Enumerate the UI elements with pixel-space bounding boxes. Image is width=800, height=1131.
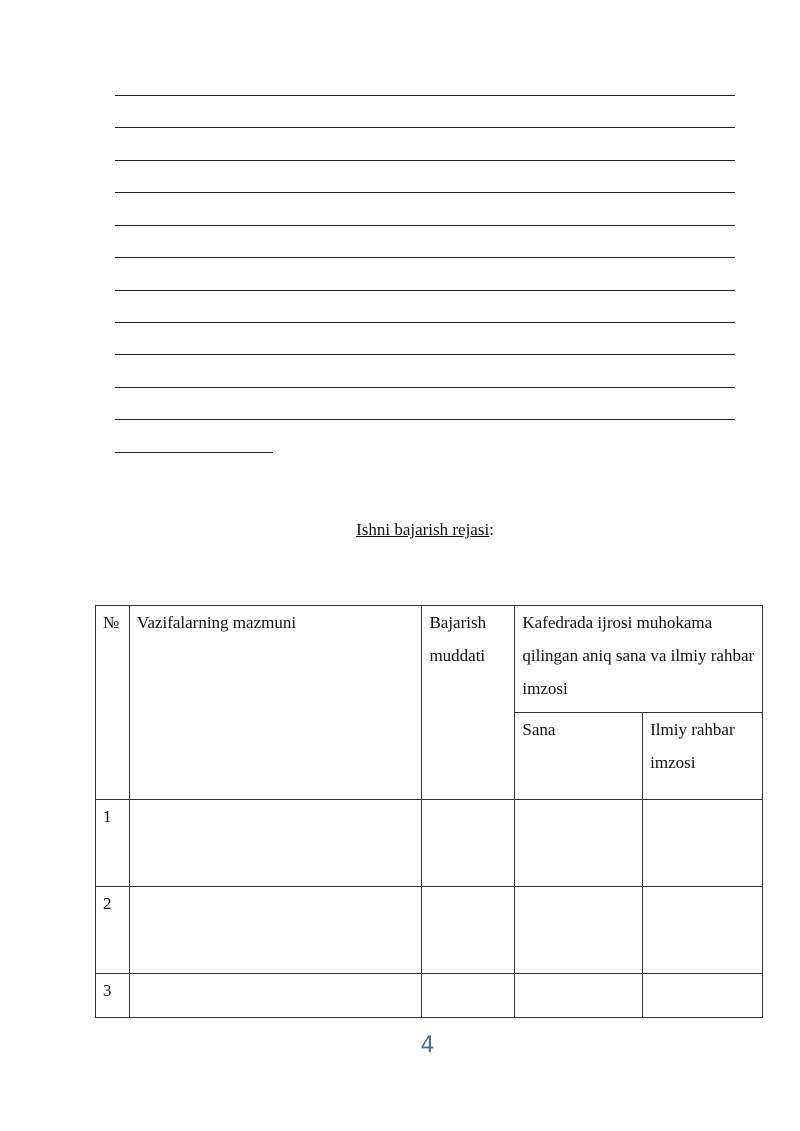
writing-line [115, 387, 735, 388]
writing-line [115, 127, 735, 128]
table-row [96, 887, 763, 974]
row-deadline-cell[interactable] [422, 887, 515, 974]
table-header-row [96, 606, 763, 713]
row-signature-cell[interactable] [643, 800, 763, 887]
header-number: № [96, 606, 130, 800]
header-task-content: Vazifalarning mazmuni [129, 606, 421, 800]
table-row [96, 974, 763, 1018]
writing-line [115, 322, 735, 323]
header-department-review: Kafedrada ijrosi muhokama qilingan aniq sana va ilmiy rahbar imzosi [515, 606, 763, 713]
writing-line [115, 354, 735, 355]
row-date-cell[interactable] [515, 887, 643, 974]
page-number: 4 [420, 1033, 435, 1058]
row-number: 2 [96, 887, 130, 974]
table-row [96, 800, 763, 887]
row-task-cell[interactable] [129, 974, 421, 1018]
writing-line-short [115, 452, 273, 453]
writing-line [115, 95, 735, 96]
row-date-cell[interactable] [515, 800, 643, 887]
row-deadline-cell[interactable] [422, 974, 515, 1018]
writing-line [115, 192, 735, 193]
row-task-cell[interactable] [129, 887, 421, 974]
row-number: 3 [96, 974, 130, 1018]
writing-line [115, 225, 735, 226]
header-deadline: Bajarish muddati [422, 606, 515, 800]
section-heading [0, 520, 800, 540]
row-deadline-cell[interactable] [422, 800, 515, 887]
row-signature-cell[interactable] [643, 974, 763, 1018]
writing-line [115, 160, 735, 161]
row-signature-cell[interactable] [643, 887, 763, 974]
header-supervisor-signature: Ilmiy rahbar imzosi [643, 713, 763, 800]
heading-colon: : [489, 520, 494, 539]
heading-text: Ishni bajarish rejasi [356, 520, 490, 539]
header-date: Sana [515, 713, 643, 800]
work-plan-table [95, 605, 763, 1018]
row-number: 1 [96, 800, 130, 887]
writing-line [115, 257, 735, 258]
writing-line [115, 419, 735, 420]
row-task-cell[interactable] [129, 800, 421, 887]
row-date-cell[interactable] [515, 974, 643, 1018]
writing-line [115, 290, 735, 291]
